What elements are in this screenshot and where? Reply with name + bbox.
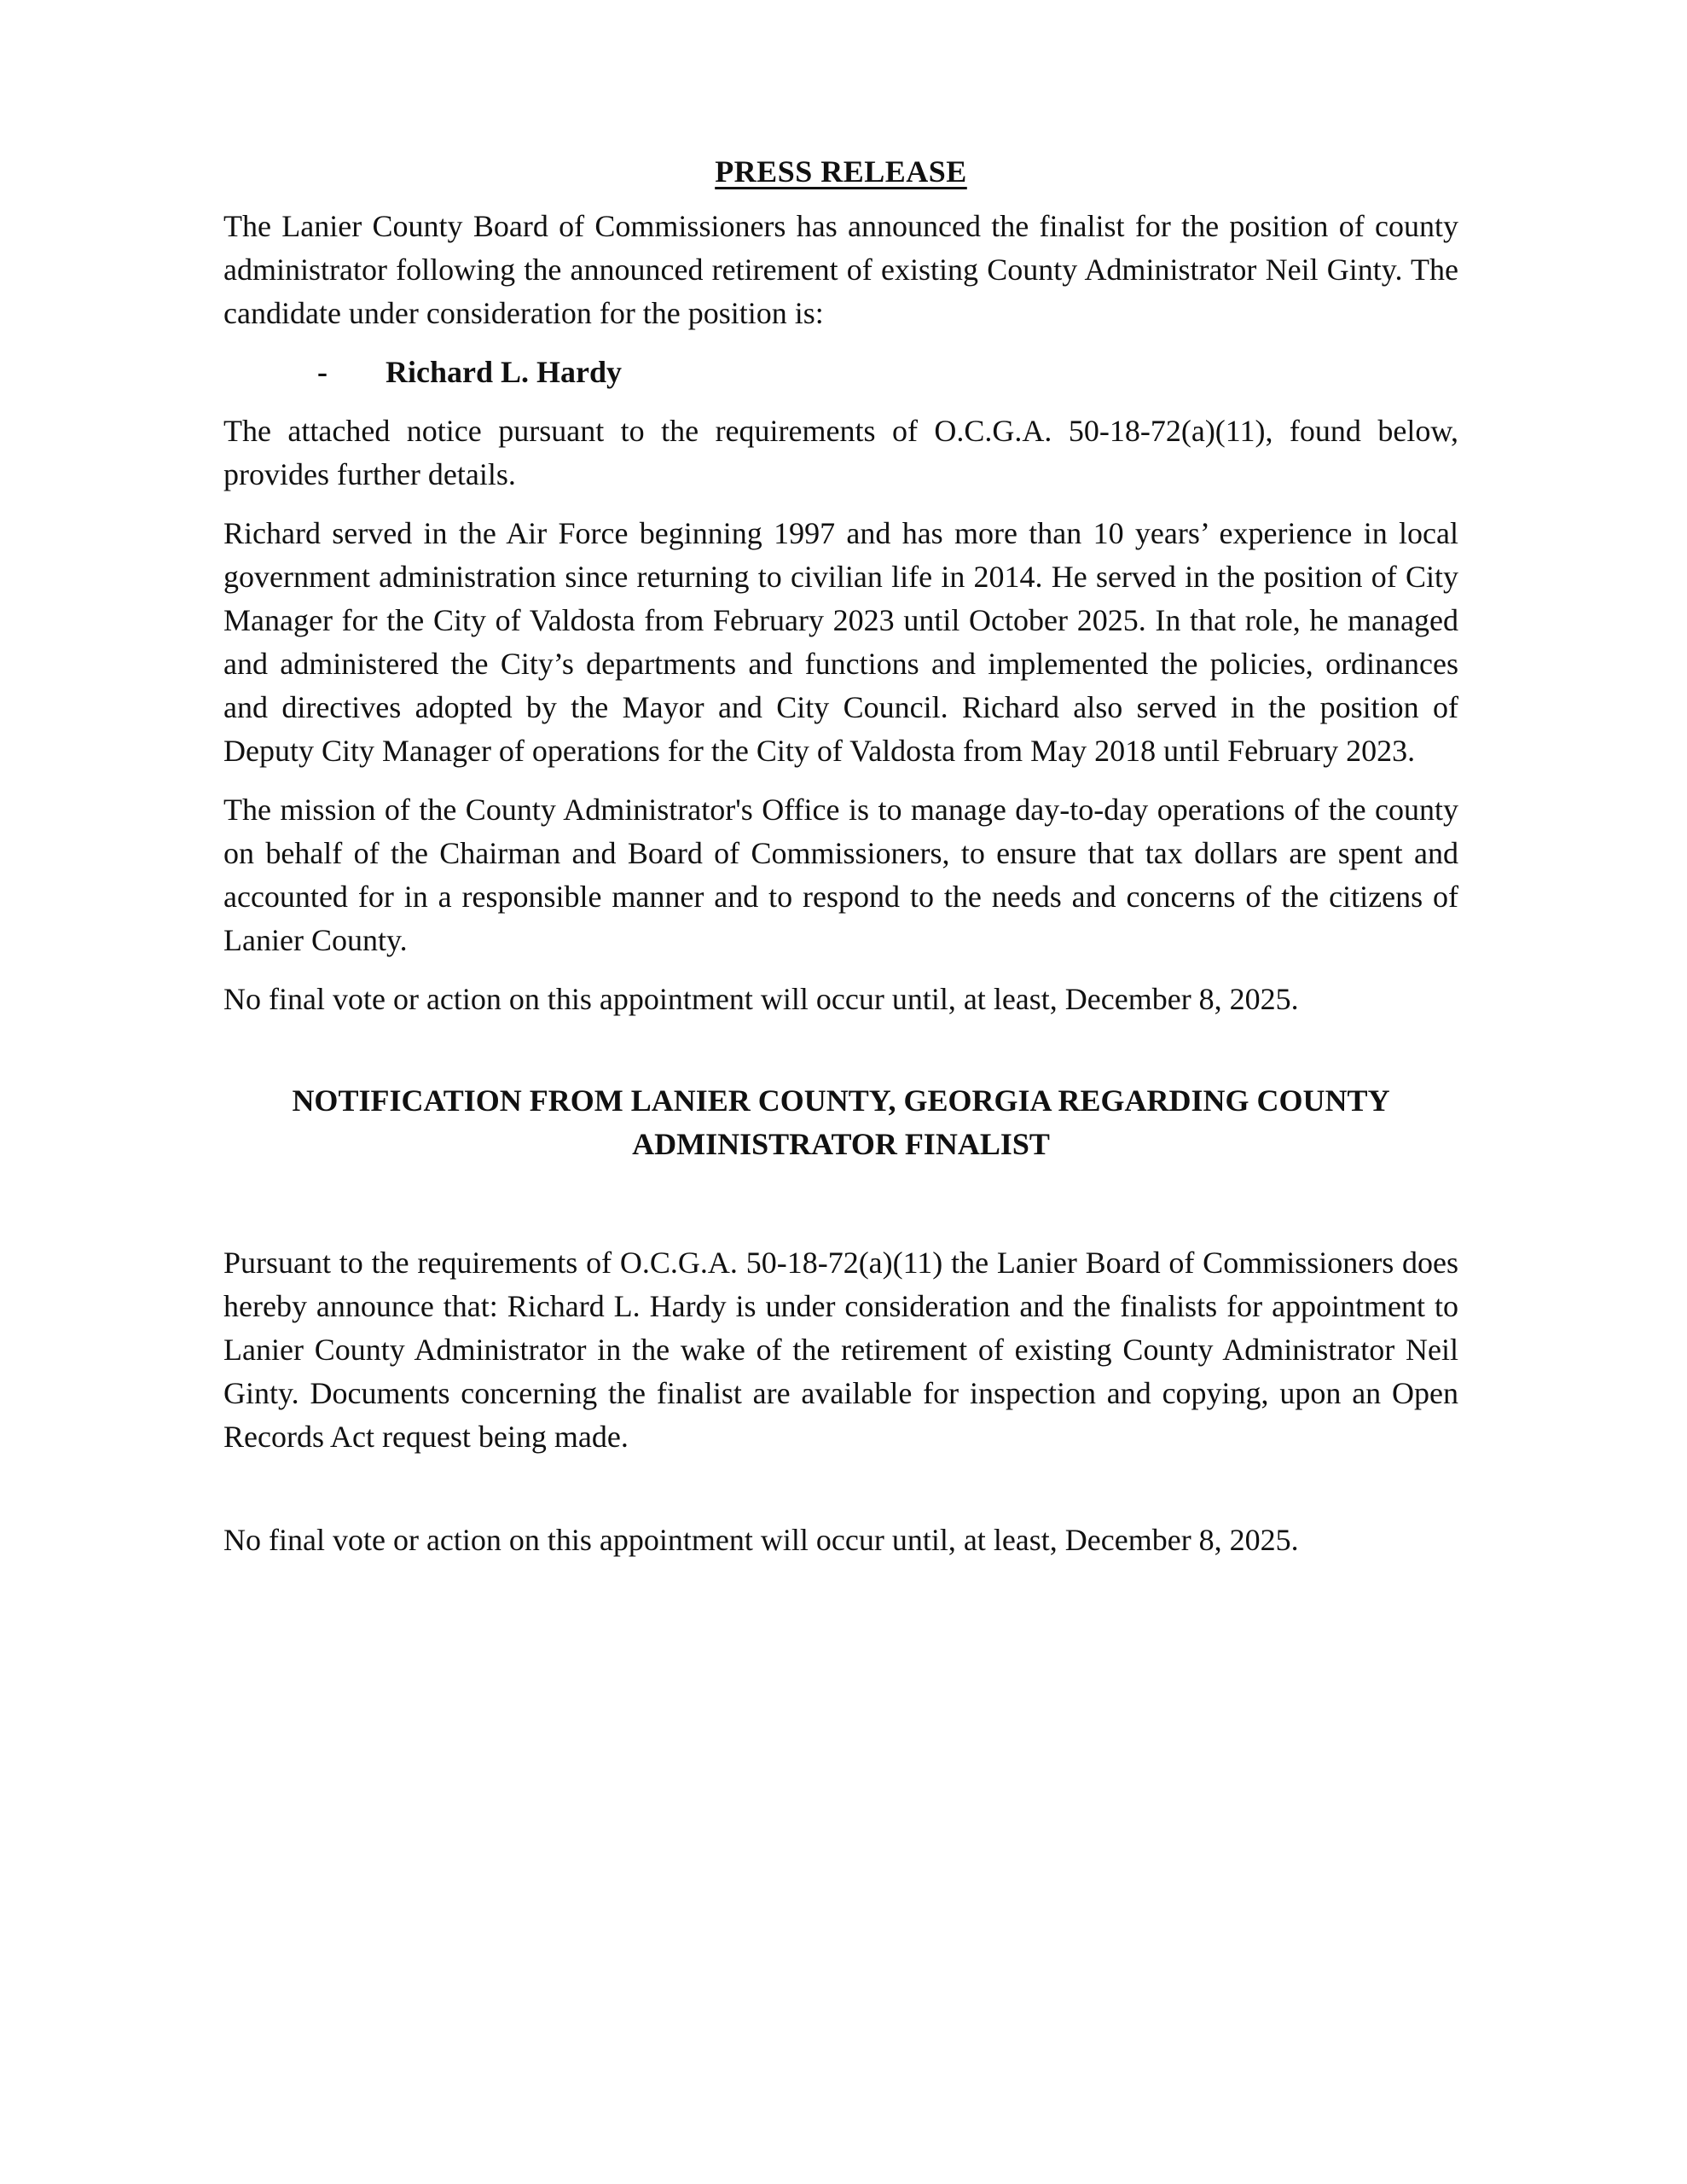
candidate-name: Richard L. Hardy xyxy=(386,355,623,389)
press-release-title: PRESS RELEASE xyxy=(715,154,967,189)
bullet-dash: - xyxy=(317,355,328,389)
candidate-list-item xyxy=(223,351,1458,394)
final-vote-note: No final vote or action on this appointment will occur until, at least, December 8, 2025. xyxy=(223,982,1299,1016)
press-release-section xyxy=(223,154,1458,1021)
attached-notice-paragraph: The attached notice pursuant to the requirements of O.C.G.A. 50-18-72(a)(11), found below, provides further details. xyxy=(223,414,1458,491)
notification-heading: NOTIFICATION FROM LANIER COUNTY, GEORGIA REGARDING COUNTY ADMINISTRATOR FINALIST xyxy=(292,1083,1390,1161)
notification-final-vote-note: No final vote or action on this appointment will occur until, at least, December 8, 2025. xyxy=(223,1523,1299,1557)
mission-paragraph: The mission of the County Administrator's Office is to manage day-to-day operations of the county on behalf of the Chairman and Board of Commissioners, to ensure that tax dollars are spent and accounted for in a responsible manner and to respond to the needs and concerns of the citizens of Lanier County. xyxy=(223,793,1458,957)
notification-body: Pursuant to the requirements of O.C.G.A. 50-18-72(a)(11) the Lanier Board of Commissioners does hereby announce that: Richard L. Hardy is under consideration and the finalists for appointment to Lanier County Administrator in the wake of the retirement of existing County Administrator Neil Ginty. Documents concerning the finalist are available for inspection and copying, upon an Open Records Act request being made. xyxy=(223,1246,1458,1454)
document-page xyxy=(223,154,1458,1577)
candidate-bio-paragraph: Richard served in the Air Force beginning 1997 and has more than 10 years’ experience in local government administration since returning to civilian life in 2014. He served in the position of City Manager for the City of Valdosta from February 2023 until October 2025. In that role, he managed and administered the City’s departments and functions and implemented the policies, ordinances and directives adopted by the Mayor and City Council. Richard also served in the position of Deputy City Manager of operations for the City of Valdosta from May 2018 until February 2023. xyxy=(223,516,1458,768)
notification-section xyxy=(223,1079,1458,1562)
press-release-intro: The Lanier County Board of Commissioners has announced the finalist for the position of county administrator following the announced retirement of existing County Administrator Neil Ginty. The candidate under consideration for the position is: xyxy=(223,209,1458,330)
spacer xyxy=(223,1474,1458,1519)
